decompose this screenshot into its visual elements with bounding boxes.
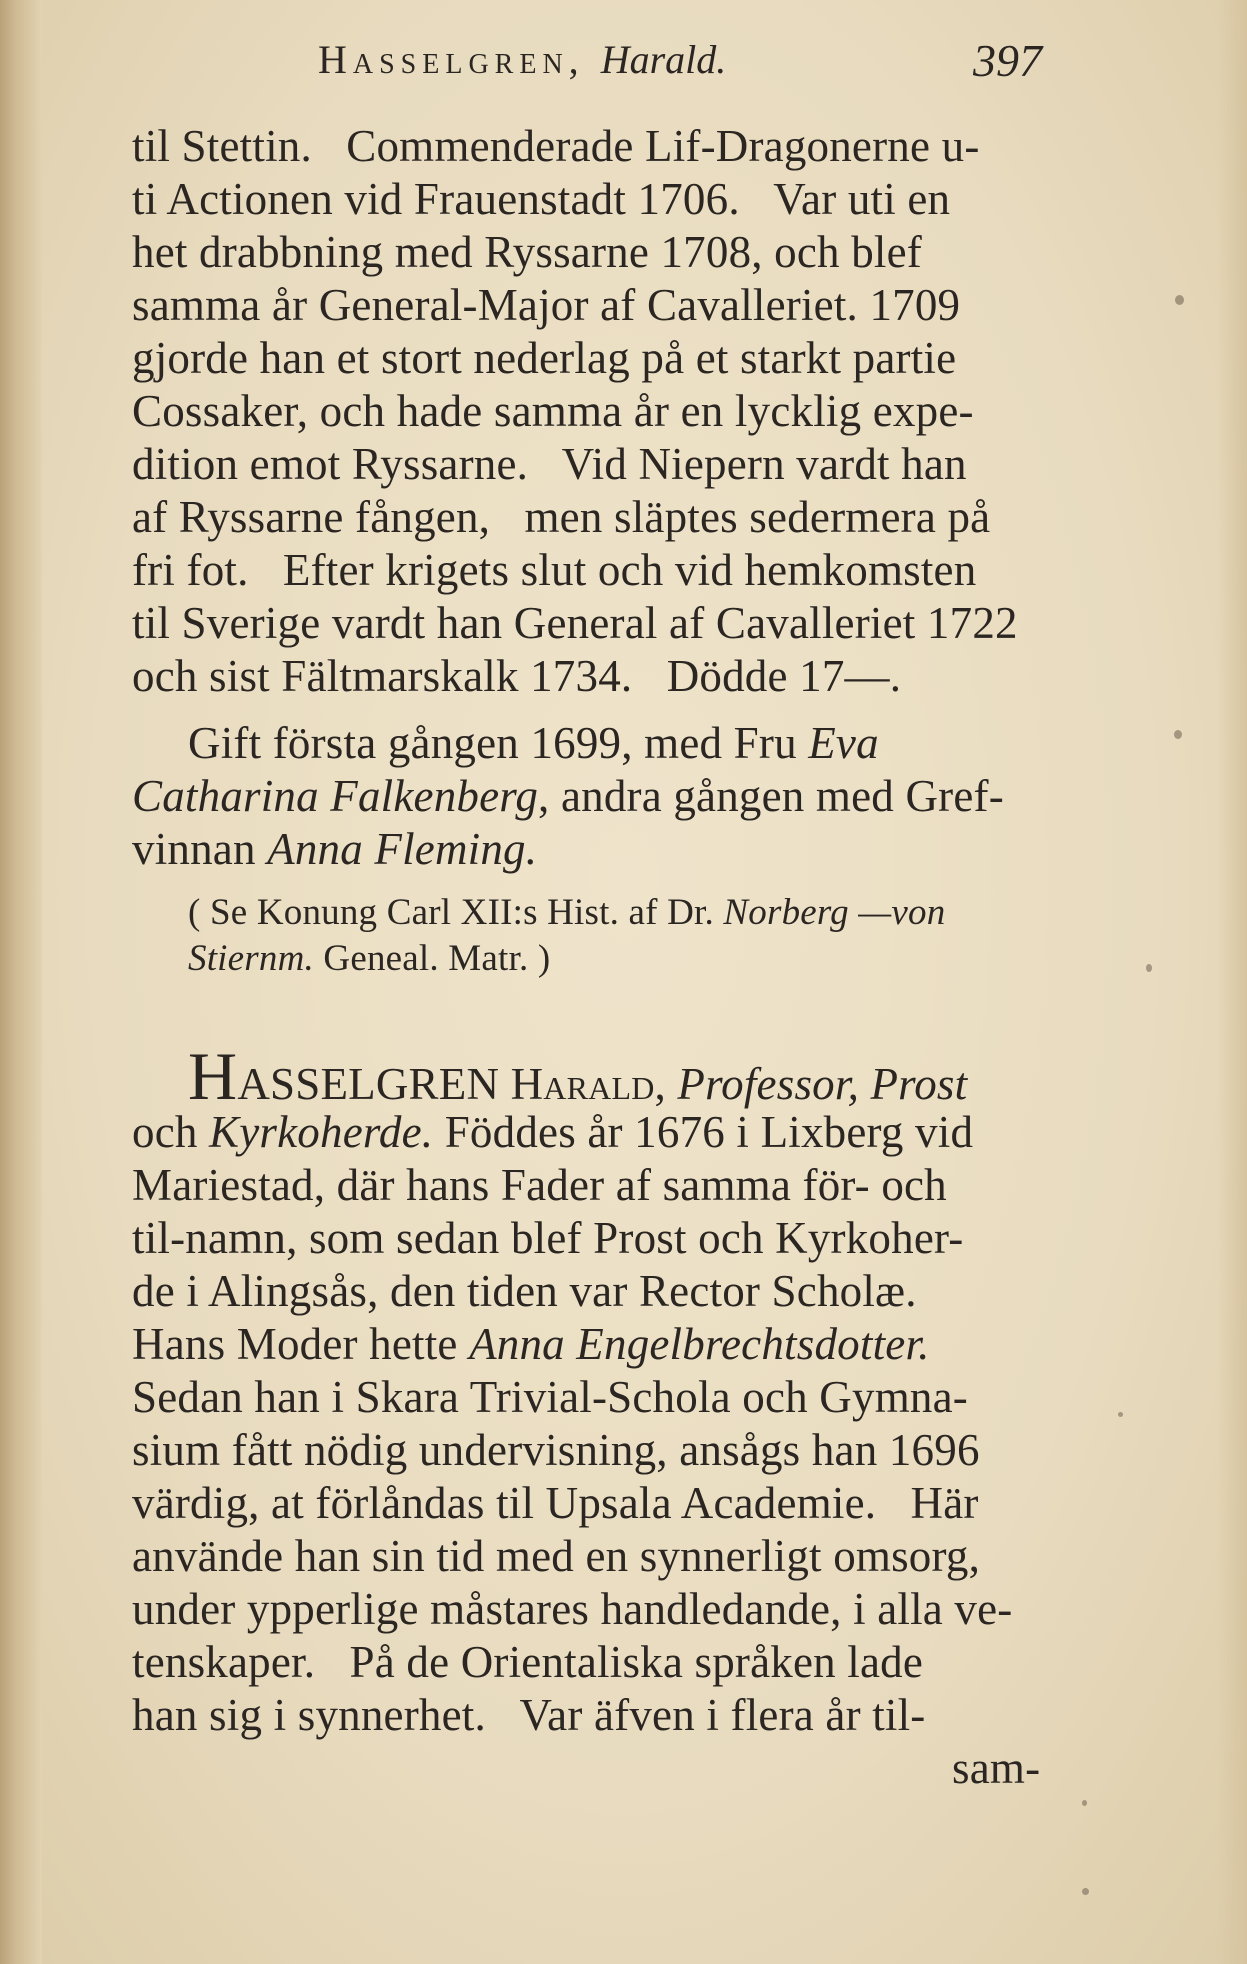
paper-speck [1175,295,1184,305]
source-author: Norberg —von [723,892,946,933]
mother-name: Anna Engelbrechtsdotter. [469,1319,930,1369]
text-line: Mariestad, där hans Fader af samma för- och [132,1160,947,1210]
marriage-text: vinnan [132,824,268,874]
page-spine-shadow [0,0,42,1964]
spouse-name: Eva [808,718,879,768]
text-line [132,936,1052,982]
text-line: til Stettin. Commenderade Lif-Dragonerne u- [132,121,980,171]
text-line [132,1318,1052,1371]
text-line: tenskaper. På de Orientaliska språken lade [132,1637,924,1687]
running-head-name [318,36,726,83]
catchword: sam- [952,1743,1041,1793]
entry-titles: Professor, Prost [677,1059,968,1109]
text-line [132,823,1052,876]
text-line [132,770,1052,823]
biography-entry [132,1038,1052,1795]
source-reference [132,890,1052,982]
text-line: och sist Fältmarskalk 1734. Dödde 17—. [132,651,902,701]
spouse-name: Catharina Falkenberg [132,771,539,821]
paper-speck [1118,1412,1123,1417]
text-line: de i Alingsås, den tiden var Rector Scholæ. [132,1266,917,1316]
entry-initial: H [188,1038,238,1114]
marriage-text: , andra gången med Gref- [538,771,1004,821]
source-text: ( Se Konung Carl XII:s Hist. af Dr. [188,892,724,933]
text-line: af Ryssarne fången, men släptes sedermera på [132,492,991,542]
text-line: til-namn, som sedan blef Prost och Kyrkoher- [132,1213,964,1263]
entry-given-name: Harald, [510,1059,666,1109]
source-text: Geneal. Matr. ) [313,938,551,979]
marriage-paragraph [132,717,1052,876]
paper-speck [1082,1888,1089,1895]
entry-surname: ASSELGREN [237,1059,511,1109]
paper-speck [1146,964,1152,972]
page-number: 397 [973,35,1042,86]
paper-speck [1082,1800,1087,1806]
spouse-name: Anna Fleming. [267,824,538,874]
page-edge-shadow [1217,0,1247,1964]
text-line: värdig, at förlåndas til Upsala Academie. Här [132,1478,979,1528]
text-line: Sedan han i Skara Trivial-Schola och Gymna- [132,1372,968,1422]
text-line: til Sverige vardt han General af Cavalleriet 1722 [132,598,1018,648]
text-line: gjorde han et stort nederlag på et starkt partie [132,333,957,383]
entry-text: Hans Moder hette [132,1319,470,1369]
text-line: han sig i synnerhet. Var äfven i flera år til- [132,1690,926,1740]
running-head-surname: Hasselgren, [318,37,585,82]
running-head-given-name: Harald. [600,37,727,82]
text-line: ti Actionen vid Frauenstadt 1706. Var uti en [132,174,951,224]
text-line [132,717,1052,770]
text-line: het drabbning med Ryssarne 1708, och blef [132,227,922,277]
text-line: dition emot Ryssarne. Vid Niepern vardt han [132,439,967,489]
entry-heading-line [132,1038,1052,1114]
text-block [132,120,1052,1795]
entry-continuation [132,120,1052,703]
text-line: använde han sin tid med en synnerligt omsorg, [132,1531,981,1581]
text-line: fri fot. Efter krigets slut och vid hemkomsten [132,545,977,595]
text-line: under ypperlige måstares handledande, i alla ve- [132,1584,1013,1634]
text-line: samma år General-Major af Cavalleriet. 1709 [132,280,961,330]
text-line [132,890,1052,936]
entry-title-italic: Kyrkoherde. [209,1107,434,1157]
paper-speck [1174,730,1182,739]
marriage-text: Gift första gången 1699, med Fru [188,718,809,768]
entry-text: och [132,1107,210,1157]
source-author: Stiernm. [188,938,314,979]
text-line [132,1106,1052,1159]
entry-text: Föddes år 1676 i Lixberg vid [433,1107,974,1157]
running-head [318,30,1078,110]
text-line: sium fått nödig undervisning, ansågs han 1696 [132,1425,980,1475]
text-line: Cossaker, och hade samma år en lycklig expe- [132,386,974,436]
